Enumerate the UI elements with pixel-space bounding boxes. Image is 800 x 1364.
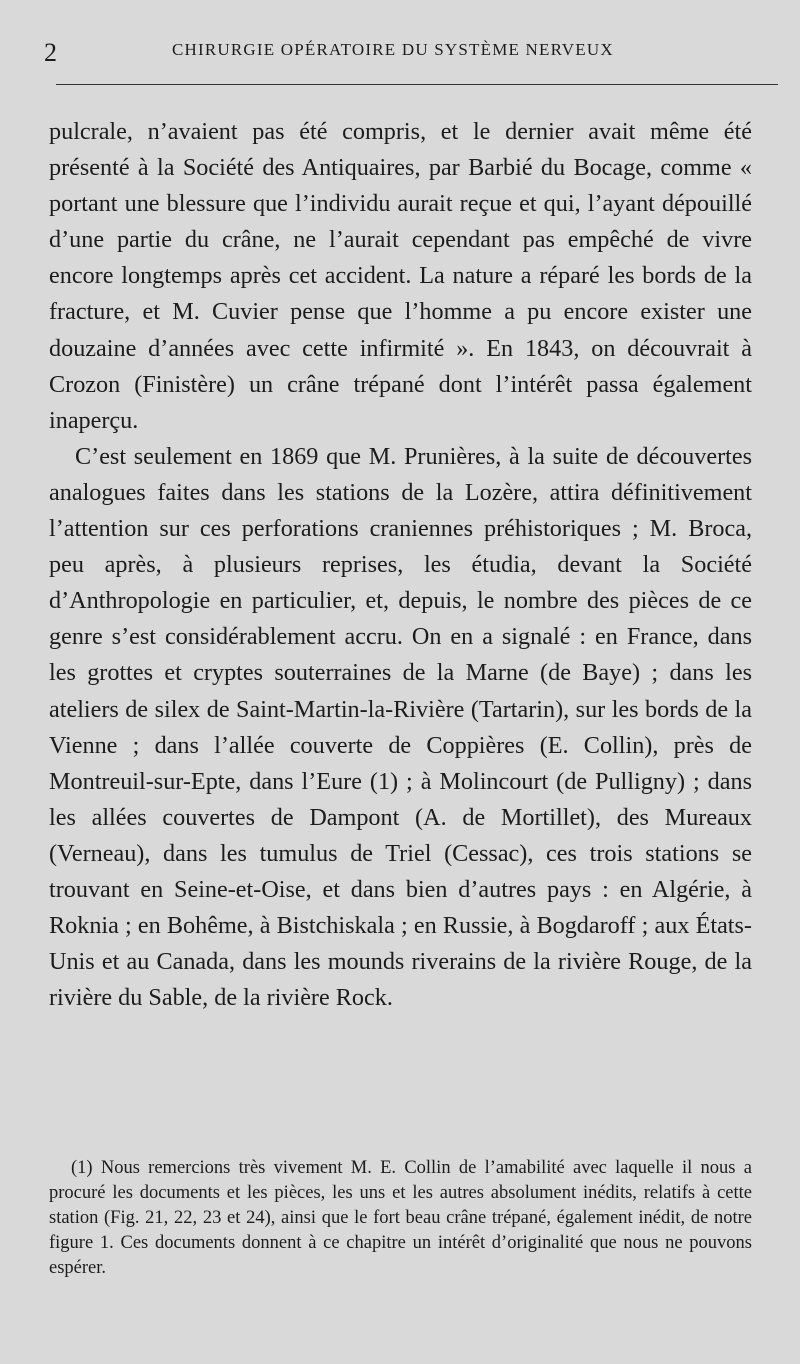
footnote: (1) Nous remercions très vivement M. E. Collin de l’amabilité avec laquelle il nous a procuré les documents et les pièces, les uns et les autres absolument inédits, relatifs à cette station (Fig. 21, 22, 23 et 24), ainsi que le fort beau crâne trépané, également inédit, de notre figure 1. Ces documents donnent à ce chapitre un intérêt d’originalité que nous ne pouvons espérer. [49,1158,752,1278]
paragraph: C’est seulement en 1869 que M. Prunières, à la suite de découvertes analogues faites dans les stations de la Lozère, attira définitivement l’attention sur ces perforations craniennes préhistoriques ; M. Broca, peu après, à plusieurs reprises, les étudia, devant la Société d’Anthropologie en particulier, et, depuis, le nombre des pièces de ce genre s’est considérablement accru. On en a signalé : en France, dans les grottes et cryptes souterraines de la Marne (de Baye) ; dans les ateliers de silex de Saint-Martin-la-Rivière (Tartarin), sur les bords de la Vienne ; dans l’allée couverte de Coppières (E. Collin), près de Montreuil-sur-Epte, dans l’Eure (1) ; à Molincourt (de Pulligny) ; dans les allées couvertes de Dampont (A. de Mortillet), des Mureaux (Verneau), dans les tumulus de Triel (Cessac), ces trois stations se trouvant en Seine-et-Oise, et dans bien d’autres pays : en Algérie, à Roknia ; en Bohême, à Bistchiskala ; en Russie, à Bogdaroff ; aux États-Unis et au Canada, dans les mounds riverains de la rivière Rouge, de la rivière du Sable, de la rivière Rock. [49,442,752,1012]
paragraph-continuation: pulcrale, n’avaient pas été compris, et le dernier avait même été présenté à la Société des Antiquaires, par Barbié du Bocage, comme « portant une blessure que l’individu aurait reçue et qui, l’ayant dépouillé d’une partie du crâne, ne l’aurait cependant pas empêché de vivre encore longtemps après cet accident. La nature a réparé les bords de la fracture, et M. Cuvier pense que l’homme a pu encore exister une douzaine d’années avec cette infirmité ». En 1843, on découvrait à Crozon (Finistère) un crâne trépané dont l’intérêt passa également inaperçu. [49,118,752,434]
footnotes [49,1156,752,1281]
running-title: CHIRURGIE OPÉRATOIRE DU SYSTÈME NERVEUX [172,40,614,59]
header-rule [56,84,778,85]
page-number: 2 [44,38,57,67]
body-text [49,114,752,1016]
